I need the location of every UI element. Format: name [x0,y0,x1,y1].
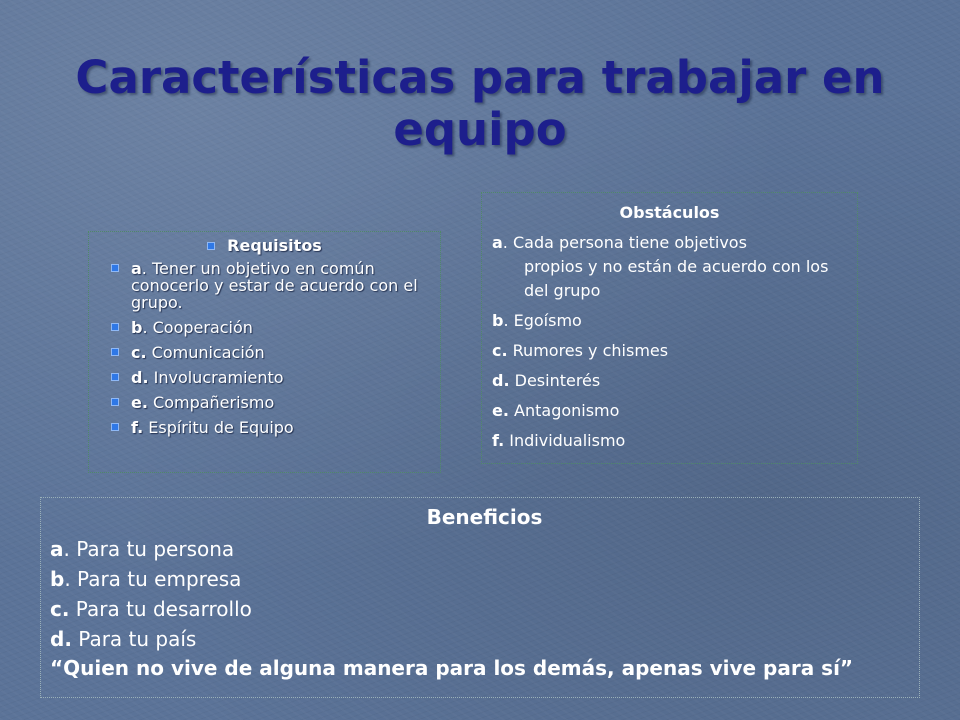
obstaculo-item-f [492,429,857,453]
square-bullet-icon [111,373,119,381]
item-text-continuation: propios y no están de acuerdo con los del grupo [524,257,829,300]
item-text: Rumores y chismes [507,341,669,360]
obstaculo-item-e [492,399,857,423]
item-letter: e. [131,393,148,412]
obstaculo-item-c [492,339,857,363]
item-text: Involucramiento [148,368,284,387]
item-letter: a [131,259,142,278]
item-letter: c. [131,343,147,362]
requisitos-heading: Requisitos [227,236,322,255]
item-letter: f. [492,431,505,450]
square-bullet-icon [111,264,119,272]
requisito-item-c [99,344,430,361]
item-letter: b [131,318,143,337]
item-text: Comunicación [146,343,265,362]
square-bullet-icon [111,323,119,331]
requisitos-heading-item [99,237,430,254]
item-text: Compañerismo [147,393,275,412]
item-text: Individualismo [504,431,626,450]
item-letter: c. [492,341,508,360]
beneficios-heading: Beneficios [426,505,543,529]
square-bullet-icon [111,348,119,356]
beneficio-item-a [50,534,919,564]
obstaculo-item-a [492,231,857,303]
slide-title: Características para trabajar en equipo [75,51,885,156]
beneficios-quote: “Quien no vive de alguna manera para los demás, apenas vive para sí” [50,656,854,680]
item-letter: d. [492,371,510,390]
item-letter: b [492,311,504,330]
beneficios-box [40,497,920,698]
square-bullet-icon [111,398,119,406]
item-letter: a [492,233,503,252]
item-text: . Cooperación [142,318,253,337]
item-letter: f. [131,418,144,437]
requisitos-list [99,237,430,436]
beneficio-item-b [50,564,919,594]
item-text: Antagonismo [508,401,620,420]
item-text: . Cada persona tiene objetivos [502,233,747,252]
item-text: Para tu desarrollo [69,597,252,621]
item-letter: d. [50,627,72,651]
requisito-item-d [99,369,430,386]
item-letter: b [50,567,65,591]
item-text: Espíritu de Equipo [143,418,294,437]
requisito-item-b [99,319,430,336]
item-letter: a [50,537,64,561]
obstaculos-heading: Obstáculos [619,203,720,222]
requisito-item-a [99,260,430,311]
requisito-item-e [99,394,430,411]
obstaculo-item-d [492,369,857,393]
square-bullet-icon [111,423,119,431]
item-text: . Tener un objetivo en común conocerlo y estar de acuerdo con el grupo. [131,259,418,312]
item-letter: d. [131,368,149,387]
square-bullet-icon [207,242,215,250]
obstaculo-item-b [492,309,857,333]
item-text: Para tu país [71,627,197,651]
item-letter: e. [492,401,509,420]
obstaculos-box [481,192,858,464]
item-text: . Egoísmo [503,311,582,330]
requisito-item-f [99,419,430,436]
item-letter: c. [50,597,70,621]
item-text: . Para tu persona [63,537,235,561]
item-text: . Para tu empresa [64,567,242,591]
requisitos-box [88,231,441,473]
beneficio-item-c [50,594,919,624]
item-text: Desinterés [509,371,601,390]
beneficio-item-d [50,624,919,654]
